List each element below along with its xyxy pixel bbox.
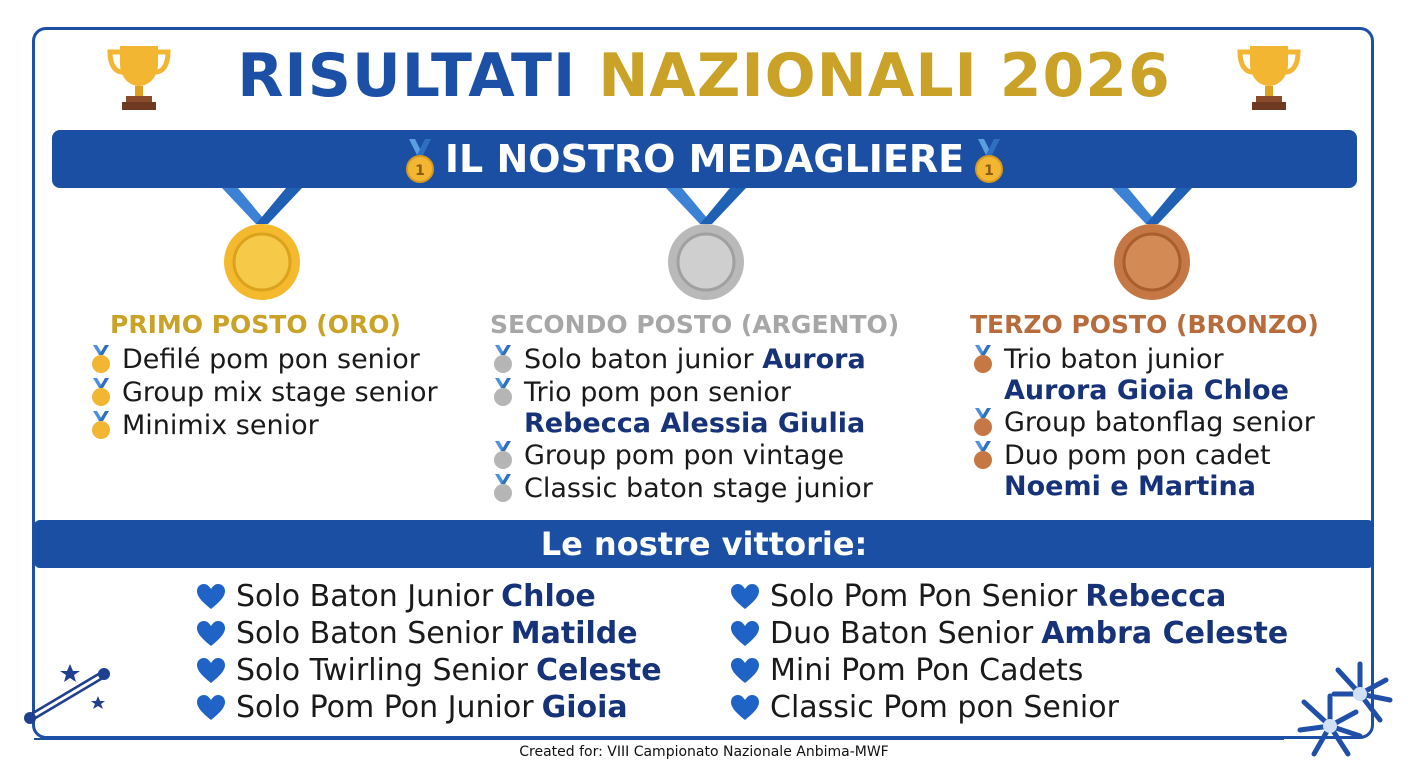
heart-icon (730, 583, 760, 611)
medal-icon (974, 139, 1004, 185)
gold-medal-icon (88, 343, 114, 376)
list-item: Group mix stage senior (88, 376, 438, 409)
gold-heading: PRIMO POSTO (ORO) (110, 310, 401, 339)
footer-credit: Created for: VIII Campionato Nazionale Anbima-MWF (519, 744, 889, 760)
victory-item: Solo Baton Junior Chloe (196, 578, 662, 615)
bronze-medal-icon (970, 439, 996, 472)
gold-medal-icon (202, 188, 322, 304)
silver-medal-icon (490, 439, 516, 472)
victory-item: Solo Pom Pon Senior Rebecca (730, 578, 1288, 615)
list-item: Minimix senior (88, 409, 438, 442)
silver-medal-icon (490, 376, 516, 409)
athlete-names: Aurora Gioia Chloe (1004, 375, 1289, 406)
bronze-medal-icon (1092, 188, 1212, 304)
gold-column (88, 310, 438, 442)
victory-item: Solo Twirling Senior Celeste (196, 652, 662, 689)
list-item: Solo baton junior Aurora (490, 343, 899, 376)
victory-item: Classic Pom pon Senior (730, 689, 1288, 726)
list-item: Defilé pom pon senior (88, 343, 438, 376)
victories-right (730, 578, 1288, 726)
svg-text:1: 1 (415, 162, 425, 179)
gold-medal-icon (88, 376, 114, 409)
bronze-medal-icon (970, 406, 996, 439)
silver-heading: SECONDO POSTO (ARGENTO) (490, 310, 900, 339)
title-blue: RISULTATI (237, 41, 599, 111)
banner-text: IL NOSTRO MEDAGLIERE (444, 137, 965, 181)
heart-icon (196, 583, 226, 611)
heart-icon (730, 657, 760, 685)
victory-item: Solo Pom Pon Junior Gioia (196, 689, 662, 726)
list-item: Duo pom pon cadet (970, 439, 1319, 472)
victories-banner: Le nostre vittorie: (34, 520, 1374, 568)
silver-medal-icon (490, 343, 516, 376)
trophy-icon (1236, 42, 1302, 112)
silver-medal-icon (490, 472, 516, 505)
list-item: Group pom pon vintage (490, 439, 899, 472)
medal-icon (405, 139, 435, 185)
silver-column (490, 310, 899, 505)
athlete-names: Noemi e Martina (1004, 471, 1256, 502)
heart-icon (196, 694, 226, 722)
heart-icon (730, 694, 760, 722)
gold-medal-icon (88, 409, 114, 442)
list-item: Trio pom pon senior (490, 376, 899, 409)
svg-text:1: 1 (984, 162, 994, 179)
list-item: Classic baton stage junior (490, 472, 899, 505)
list-item: Trio baton junior (970, 343, 1319, 376)
title-gold: NAZIONALI 2026 (598, 41, 1171, 111)
victory-item: Mini Pom Pon Cadets (730, 652, 1288, 689)
silver-medal-icon (646, 188, 766, 304)
heart-icon (196, 657, 226, 685)
athlete-names: Rebecca Alessia Giulia (524, 408, 866, 439)
heart-icon (196, 620, 226, 648)
bronze-column (970, 310, 1319, 502)
bronze-medal-icon (970, 343, 996, 376)
medal-table-banner (52, 130, 1357, 188)
victory-item: Duo Baton Senior Ambra Celeste (730, 615, 1288, 652)
heart-icon (730, 620, 760, 648)
baton-icon (18, 660, 118, 728)
bottom-divider (34, 738, 1284, 740)
victory-item: Solo Baton Senior Matilde (196, 615, 662, 652)
victories-left (196, 578, 662, 726)
bronze-heading: TERZO POSTO (BRONZO) (970, 310, 1319, 339)
list-item: Group batonflag senior (970, 406, 1319, 439)
page-title (0, 36, 1408, 116)
